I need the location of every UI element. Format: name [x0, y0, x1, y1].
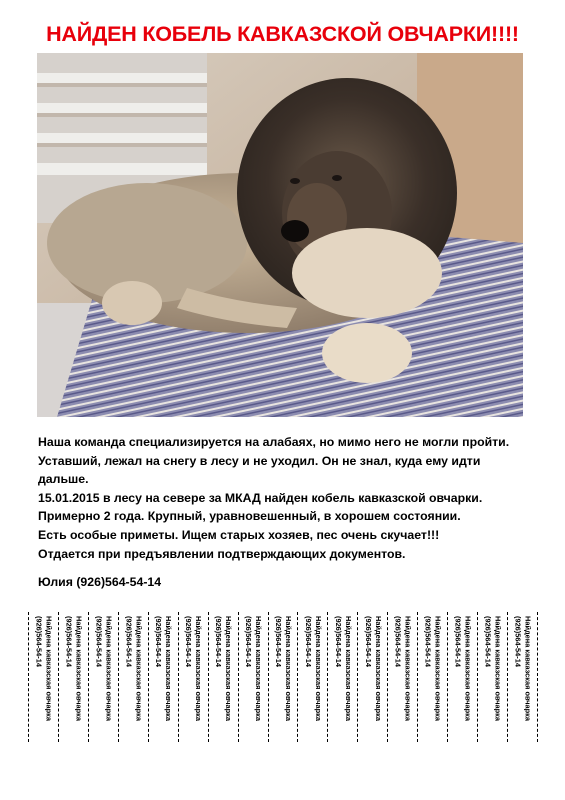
tab-phone: (926)564-54-14: [363, 616, 373, 667]
tab-title: Найдена кавказская овчарка: [224, 616, 234, 721]
tab-phone: (926)564-54-14: [124, 616, 134, 667]
tab-phone: (926)564-54-14: [214, 616, 224, 667]
tab-title: Найдена кавказская овчарка: [254, 616, 264, 721]
tab-title: Найдена кавказская овчарка: [194, 616, 204, 721]
tear-off-tab[interactable]: [268, 612, 298, 742]
tear-off-tab[interactable]: [28, 612, 58, 742]
tear-off-tab[interactable]: [417, 612, 447, 742]
tear-off-tab[interactable]: [447, 612, 477, 742]
description-line: Есть особые приметы. Ищем старых хозяев, пес очень скучает!!!: [38, 527, 440, 542]
tab-phone: (926)564-54-14: [303, 616, 313, 667]
dog-photo: [37, 53, 523, 417]
contact-info: Юлия (926)564-54-14: [38, 575, 162, 589]
tab-phone: (926)564-54-14: [273, 616, 283, 667]
tab-phone: (926)564-54-14: [423, 616, 433, 667]
tear-off-tab[interactable]: [477, 612, 507, 742]
description-line: дальше.: [38, 472, 89, 487]
tab-phone: (926)564-54-14: [393, 616, 403, 667]
tab-phone: (926)564-54-14: [244, 616, 254, 667]
tab-title: Найдена кавказская овчарка: [164, 616, 174, 721]
description: [38, 433, 538, 563]
tab-phone: (926)564-54-14: [453, 616, 463, 667]
tear-off-tab[interactable]: [238, 612, 268, 742]
tab-title: Найдена кавказская овчарка: [74, 616, 84, 721]
tab-title: Найдена кавказская овчарка: [493, 616, 503, 721]
tab-phone: (926)564-54-14: [184, 616, 194, 667]
tab-phone: (926)564-54-14: [94, 616, 104, 667]
tab-phone: (926)564-54-14: [34, 616, 44, 667]
description-line: Наша команда специализируется на алабаях, но мимо него не могли пройти.: [38, 435, 510, 449]
tab-phone: (926)564-54-14: [483, 616, 493, 667]
tear-off-tab[interactable]: [118, 612, 148, 742]
tear-off-tab[interactable]: [148, 612, 178, 742]
tear-off-tab[interactable]: [357, 612, 387, 742]
tab-title: Найдена кавказская овчарка: [373, 616, 383, 721]
tab-title: Найдена кавказская овчарка: [523, 616, 533, 721]
tab-phone: (926)564-54-14: [513, 616, 523, 667]
tear-off-tab[interactable]: [58, 612, 88, 742]
description-line: 15.01.2015 в лесу на севере за МКАД найден кобель кавказской овчарки.: [38, 490, 483, 505]
tab-title: Найдена кавказская овчарка: [463, 616, 473, 721]
tab-title: Найдена кавказская овчарка: [433, 616, 443, 721]
tab-phone: (926)564-54-14: [154, 616, 164, 667]
description-line: Уставший, лежал на снегу в лесу и не уходил. Он не знал, куда ему идти: [38, 453, 481, 468]
tab-title: Найдена кавказская овчарка: [283, 616, 293, 721]
tab-title: Найдена кавказская овчарка: [44, 616, 54, 721]
tab-phone: (926)564-54-14: [333, 616, 343, 667]
poster-headline: НАЙДЕН КОБЕЛЬ КАВКАЗСКОЙ ОВЧАРКИ!!!!: [46, 22, 519, 46]
tear-off-tab[interactable]: [507, 612, 538, 742]
tear-off-tab[interactable]: [178, 612, 208, 742]
tear-off-tab[interactable]: [88, 612, 118, 742]
description-line: Примерно 2 года. Крупный, уравновешенный, в хорошем состоянии.: [38, 509, 461, 524]
tear-off-tab[interactable]: [208, 612, 238, 742]
tab-title: Найдена кавказская овчарка: [313, 616, 323, 721]
tab-title: Найдена кавказская овчарка: [134, 616, 144, 721]
tab-title: Найдена кавказская овчарка: [343, 616, 353, 721]
tear-off-tab[interactable]: [297, 612, 327, 742]
tear-off-tab[interactable]: [387, 612, 417, 742]
tab-phone: (926)564-54-14: [64, 616, 74, 667]
description-line: Отдается при предъявлении подтверждающих документов.: [38, 546, 406, 561]
tear-off-tabs: [28, 612, 538, 742]
tab-title: Найдена кавказская овчарка: [104, 616, 114, 721]
tab-title: Найдена кавказская овчарка: [403, 616, 413, 721]
tear-off-tab[interactable]: [327, 612, 357, 742]
